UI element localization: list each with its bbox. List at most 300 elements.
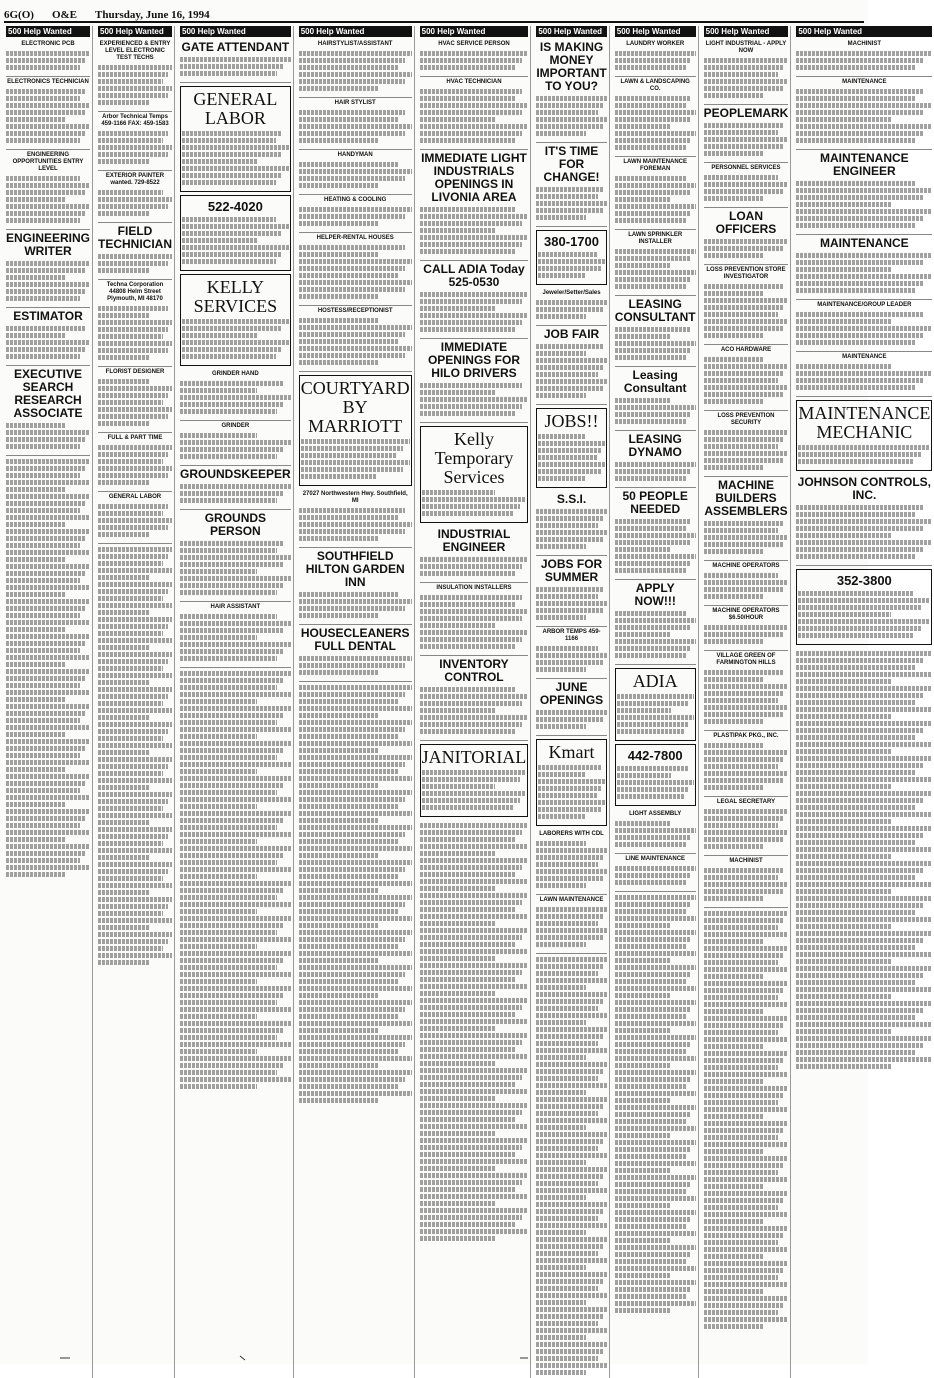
ad-body-text — [617, 691, 694, 737]
classified-ad — [536, 556, 606, 627]
ad-body-text — [798, 588, 930, 641]
ad-headline: LOAN OFFICERS — [715, 209, 777, 236]
ad-headline: MACHINE BUILDERS ASSEMBLERS — [704, 478, 788, 518]
classified-column — [702, 26, 792, 1378]
classified-ad — [536, 408, 606, 488]
ad-headline: EXECUTIVE SEARCH RESEARCH ASSOCIATE — [13, 367, 83, 420]
ad-headline: ARBOR TEMPS 459-1166 — [542, 629, 601, 642]
classified-ad — [536, 288, 606, 326]
column-filler-text — [98, 544, 172, 968]
column-header: 500 Help Wanted — [536, 26, 606, 37]
ad-headline: APPLY NOW!!! — [634, 581, 676, 608]
classified-column — [534, 26, 609, 1378]
paper-name: O&E — [51, 9, 78, 21]
column-filler-text — [704, 908, 789, 1332]
classified-column — [96, 26, 175, 1378]
classified-ad — [420, 426, 529, 523]
ad-headline: ENGINEERING WRITER — [6, 231, 91, 258]
classified-ad — [796, 400, 932, 471]
ad-headline: MACHINE OPERATORS — [712, 563, 780, 569]
ad-headline: ELECTRONIC PCB — [21, 41, 75, 47]
ad-headline: JOBS FOR SUMMER — [540, 557, 603, 584]
ad-body-text — [299, 204, 412, 229]
ad-headline: 352-3800 — [836, 573, 892, 588]
ad-body-text — [704, 281, 789, 341]
ad-body-text — [615, 459, 696, 484]
classified-ad — [180, 274, 291, 366]
ad-body-text — [615, 324, 696, 363]
classified-ad — [704, 477, 789, 561]
classified-ad — [98, 223, 172, 280]
classified-ad — [6, 230, 90, 308]
ad-body-text — [536, 707, 606, 732]
classified-ad — [299, 150, 412, 195]
ad-body-text — [299, 653, 412, 678]
ad-body-text — [615, 246, 696, 292]
ad-body-text — [615, 173, 696, 226]
classified-ad — [796, 352, 932, 397]
classified-ad — [796, 300, 932, 352]
classified-ad — [615, 230, 696, 296]
ad-headline: LIGHT ASSEMBLY — [629, 811, 682, 817]
classified-ad — [98, 280, 172, 367]
ad-headline: HAIRSTYLIST/ASSISTANT — [317, 41, 393, 47]
classified-ad — [615, 77, 696, 157]
ad-body-text — [180, 378, 291, 417]
ad-body-text — [299, 159, 412, 191]
ad-headline: MACHINIST — [847, 41, 881, 47]
classified-ad — [420, 39, 529, 77]
classified-columns — [4, 26, 931, 1356]
classified-column — [178, 26, 294, 1378]
classified-ad — [299, 489, 412, 548]
ad-body-text — [98, 187, 172, 219]
ad-body-text — [536, 184, 606, 223]
ad-body-text — [98, 376, 172, 429]
ad-headline: MAINTENANCE — [819, 236, 909, 250]
ad-body-text — [704, 427, 789, 473]
ad-body-text — [536, 93, 606, 139]
ad-headline: GRINDER — [221, 423, 250, 429]
ad-body-text — [98, 501, 172, 540]
column-filler-text — [420, 820, 529, 1244]
column-header: 500 Help Wanted — [180, 26, 291, 37]
classified-ad — [796, 235, 932, 300]
ad-headline: PEOPLEMARK — [703, 106, 789, 120]
ad-headline: Kmart — [548, 742, 595, 762]
ad-body-text — [617, 763, 694, 802]
classified-ad — [704, 345, 789, 411]
classified-ad — [180, 421, 291, 466]
ad-body-text — [615, 395, 696, 427]
classified-ad — [796, 569, 932, 645]
classified-ad — [704, 651, 789, 731]
ad-headline: HANDYMAN — [337, 152, 373, 158]
classified-ad — [98, 367, 172, 433]
classified-ad — [615, 367, 696, 431]
classified-ad — [299, 625, 412, 682]
ad-headline: S.S.I. — [556, 492, 587, 506]
classified-ad — [704, 561, 789, 606]
ad-body-text — [538, 249, 604, 281]
classified-ad — [536, 491, 606, 556]
classified-ad — [704, 411, 789, 477]
classified-ad — [536, 627, 606, 679]
ad-body-text — [796, 502, 932, 562]
ad-body-text — [299, 48, 412, 94]
ad-body-text — [98, 62, 172, 108]
ad-headline: Techna Corporation 44808 Helm Street Plymouth, MI 48170 — [106, 282, 164, 302]
classified-ad — [536, 829, 606, 895]
column-header: 500 Help Wanted — [615, 26, 696, 37]
ad-headline: JOBS!! — [544, 411, 599, 431]
classified-ad — [615, 580, 696, 665]
ad-body-text — [536, 341, 606, 401]
ad-body-text — [180, 611, 291, 664]
ad-headline: LAWN MAINTENANCE — [539, 897, 604, 903]
ad-headline: HAIR ASSISTANT — [210, 604, 261, 610]
classified-ad — [6, 308, 90, 366]
ad-body-text — [182, 214, 289, 267]
ad-headline: LAWN SPRINKLER INSTALLER — [628, 232, 683, 245]
ad-headline: ENGINEERING OPPORTUNITIES ENTRY LEVEL — [12, 152, 84, 172]
ad-headline: LEGAL SECRETARY — [716, 799, 776, 805]
classified-ad — [420, 339, 529, 423]
classified-ad — [704, 208, 789, 265]
ad-headline: 27027 Northwestern Hwy. Southfield, MI — [302, 491, 408, 504]
ad-headline: HAIR STYLIST — [334, 100, 376, 106]
classified-ad — [6, 366, 90, 456]
classified-ad — [420, 744, 529, 817]
ad-body-text — [615, 818, 696, 850]
ad-headline: CALL ADIA Today 525-0530 — [423, 262, 525, 289]
ad-headline: ACO HARDWARE — [720, 347, 772, 353]
column-header: 500 Help Wanted — [98, 26, 172, 37]
classified-ad — [704, 39, 789, 105]
ad-body-text — [420, 289, 529, 335]
ad-body-text — [704, 172, 789, 204]
ad-headline: MAINTENANCE MECHANIC — [798, 403, 931, 442]
classified-ad — [98, 112, 172, 171]
classified-ad — [180, 369, 291, 421]
column-filler-text — [6, 456, 90, 880]
ad-body-text — [98, 442, 172, 488]
ad-headline: INDUSTRIAL ENGINEER — [437, 527, 511, 554]
ad-headline: PLASTIPAK PKG., INC. — [713, 733, 779, 739]
ad-headline: IMMEDIATE LIGHT INDUSTRIALS OPENINGS IN LIVONIA AREA — [421, 151, 527, 204]
ad-body-text — [420, 684, 529, 737]
ad-headline: GROUNDS PERSON — [204, 511, 267, 538]
classified-ad — [299, 195, 412, 233]
ad-body-text — [180, 430, 291, 462]
ad-body-text — [420, 48, 529, 73]
classified-column — [297, 26, 415, 1378]
ad-body-text — [704, 354, 789, 407]
ad-body-text — [798, 442, 930, 467]
classified-ad — [536, 679, 606, 736]
classified-ad — [615, 39, 696, 77]
ad-body-text — [615, 608, 696, 661]
ad-body-text — [704, 740, 789, 793]
ad-headline: IT'S TIME FOR CHANGE! — [543, 144, 600, 184]
classified-ad — [6, 77, 90, 150]
ad-body-text — [6, 258, 90, 304]
ad-headline: PERSONNEL SERVICES — [711, 165, 781, 171]
ad-headline: JOB FAIR — [543, 327, 600, 341]
classified-ad — [704, 105, 789, 163]
ad-body-text — [615, 93, 696, 153]
column-filler-text — [796, 648, 932, 1072]
page-number: 6G(O) — [4, 9, 34, 21]
ad-headline: HOSTESS/RECEPTIONIST — [317, 308, 393, 314]
ad-headline: JOHNSON CONTROLS, INC. — [797, 475, 931, 502]
ad-headline: HVAC TECHNICIAN — [446, 79, 502, 85]
ad-headline: JANITORIAL — [421, 747, 527, 767]
ad-body-text — [180, 538, 291, 598]
ad-body-text — [98, 251, 172, 276]
classified-ad — [420, 526, 529, 583]
classified-ad — [299, 548, 412, 625]
classified-ad — [615, 668, 696, 741]
column-filler-text — [615, 892, 696, 1316]
classified-ad — [615, 431, 696, 488]
classified-ad — [704, 163, 789, 208]
ad-headline: EXTERIOR PAINTER wanted. 729-8522 — [105, 173, 165, 186]
classified-ad — [704, 606, 789, 651]
column-filler-text — [536, 954, 606, 1378]
ad-headline: GROUNDSKEEPER — [180, 467, 291, 481]
ad-headline: HELPER-RENTAL HOUSES — [316, 235, 394, 241]
classified-ad — [180, 195, 291, 271]
classified-ad — [536, 326, 606, 405]
ad-headline: JUNE OPENINGS — [539, 680, 604, 707]
ad-body-text — [704, 518, 789, 557]
ad-headline: VILLAGE GREEN OF FARMINGTON HILLS — [716, 653, 776, 666]
ad-body-text — [796, 250, 932, 296]
classified-column — [613, 26, 699, 1378]
ad-body-text — [796, 48, 932, 73]
ad-headline: GRINDER HAND — [212, 371, 259, 377]
ad-body-text — [98, 303, 172, 363]
classified-ad — [98, 492, 172, 544]
classified-column — [794, 26, 934, 1378]
ad-headline: EXPERIENCED & ENTRY LEVEL ELECTRONIC TEST TECHS — [99, 41, 171, 61]
ad-headline: MAINTENANCE — [842, 79, 887, 85]
ad-body-text — [704, 570, 789, 602]
classified-ad — [704, 265, 789, 345]
classified-ad — [536, 895, 606, 954]
classified-ad — [615, 744, 696, 806]
ad-body-text — [536, 643, 606, 675]
column-header: 500 Help Wanted — [6, 26, 90, 37]
ad-body-text — [6, 48, 90, 73]
ad-headline: COURTYARD BY MARRIOTT — [300, 378, 410, 436]
ad-body-text — [180, 54, 291, 79]
ad-headline: GATE ATTENDANT — [181, 40, 290, 54]
ad-body-text — [6, 420, 90, 452]
classified-ad — [299, 233, 412, 306]
ad-body-text — [536, 838, 606, 891]
ad-headline: LAWN MAINTENANCE FOREMAN — [623, 159, 688, 172]
ad-headline: LINE MAINTENANCE — [625, 856, 686, 862]
ad-body-text — [615, 48, 696, 73]
ad-headline: LAWN & LANDSCAPING CO. — [620, 79, 690, 92]
classified-ad — [704, 731, 789, 797]
classified-ad — [6, 150, 90, 230]
ad-headline: 50 PEOPLE NEEDED — [622, 489, 688, 516]
classified-ad — [420, 583, 529, 656]
ad-headline: MAINTENANCE/GROUP LEADER — [817, 302, 912, 308]
ad-body-text — [299, 315, 412, 368]
ad-body-text — [536, 506, 606, 552]
classified-ad — [704, 797, 789, 856]
classified-column — [418, 26, 532, 1378]
ad-headline: 380-1700 — [544, 234, 599, 249]
ad-headline: INVENTORY CONTROL — [439, 657, 509, 684]
classified-ad — [180, 39, 291, 83]
ad-body-text — [422, 767, 527, 813]
ad-body-text — [704, 667, 789, 727]
ad-headline: FLORIST DESIGNER — [105, 369, 165, 375]
ad-body-text — [536, 297, 606, 322]
ad-headline: HOUSECLEANERS FULL DENTAL — [300, 626, 410, 653]
column-filler-text — [180, 668, 291, 1092]
classified-ad — [180, 466, 291, 510]
ad-body-text — [538, 431, 604, 484]
classified-ad — [98, 171, 172, 223]
ad-headline: FULL & PART TIME — [107, 435, 163, 441]
ad-headline: Leasing Consultant — [623, 368, 687, 395]
ad-headline: LOSS PREVENTION STORE INVESTIGATOR — [706, 267, 786, 280]
ad-headline: FIELD TECHNICIAN — [98, 224, 173, 251]
ad-body-text — [420, 380, 529, 419]
ad-body-text — [6, 173, 90, 226]
ad-headline: IMMEDIATE OPENINGS FOR HILO DRIVERS — [427, 340, 520, 380]
classified-ad — [796, 39, 932, 77]
ad-headline: 522-4020 — [207, 199, 263, 214]
ad-body-text — [420, 86, 529, 146]
classified-ad — [796, 474, 932, 566]
ad-body-text — [796, 86, 932, 146]
classified-ad — [615, 296, 696, 367]
ad-body-text — [299, 242, 412, 302]
classified-ad — [536, 230, 606, 285]
classified-ad — [536, 39, 606, 143]
ad-body-text — [420, 554, 529, 579]
ad-body-text — [299, 107, 412, 146]
classified-ad — [98, 39, 172, 112]
ad-headline: MAINTENANCE ENGINEER — [819, 151, 909, 178]
classified-ad — [615, 854, 696, 892]
classified-ad — [180, 86, 291, 192]
column-header: 500 Help Wanted — [420, 26, 529, 37]
ad-body-text — [538, 762, 604, 822]
ad-body-text — [704, 55, 789, 101]
classified-ad — [180, 510, 291, 602]
classified-ad — [420, 656, 529, 741]
classified-ad — [180, 602, 291, 668]
classified-ad — [420, 77, 529, 150]
ad-body-text — [704, 865, 789, 904]
ad-headline: GENERAL LABOR — [108, 494, 162, 500]
classified-ad — [299, 306, 412, 372]
ad-body-text — [98, 128, 172, 167]
classified-ad — [299, 375, 412, 486]
classified-ad — [98, 433, 172, 492]
ad-body-text — [704, 120, 789, 159]
ad-headline: LOSS PREVENTION SECURITY — [717, 413, 775, 426]
ad-headline: LABORERS WITH CDL — [539, 831, 604, 837]
classified-ad — [420, 150, 529, 261]
classified-ad — [796, 150, 932, 235]
column-header: 500 Help Wanted — [796, 26, 932, 37]
ad-headline: LEASING CONSULTANT — [614, 297, 696, 324]
ad-body-text — [796, 178, 932, 231]
classified-ad — [536, 143, 606, 227]
ad-body-text — [704, 622, 789, 647]
ad-headline: SOUTHFIELD HILTON GARDEN INN — [305, 549, 405, 589]
ad-headline: ADIA — [632, 671, 678, 691]
classified-ad — [704, 856, 789, 908]
classified-ad — [536, 739, 606, 826]
masthead — [4, 3, 864, 23]
ad-body-text — [299, 505, 412, 544]
ad-headline: ELECTRONICS TECHNICIAN — [7, 79, 89, 85]
classified-ad — [6, 39, 90, 77]
ad-body-text — [182, 128, 289, 188]
ad-body-text — [615, 516, 696, 576]
ad-body-text — [6, 323, 90, 362]
ad-headline: LEASING DYNAMO — [628, 432, 682, 459]
classified-ad — [615, 809, 696, 854]
ad-body-text — [299, 589, 412, 621]
ad-body-text — [536, 904, 606, 950]
scan-edge-marks — [0, 1352, 868, 1364]
ad-headline: GENERAL LABOR — [193, 89, 278, 128]
classified-ad — [299, 98, 412, 150]
classified-ad — [299, 39, 412, 98]
ad-body-text — [536, 584, 606, 623]
ad-body-text — [420, 592, 529, 652]
ad-headline: KELLY SERVICES — [193, 277, 278, 316]
ad-body-text — [6, 86, 90, 146]
ad-body-text — [704, 236, 789, 261]
classified-ad — [796, 77, 932, 150]
ad-headline: HEATING & COOLING — [324, 197, 387, 203]
ad-headline: MACHINIST — [729, 858, 763, 864]
ad-headline: MACHINE OPERATORS $6.50/HOUR — [712, 608, 780, 621]
ad-headline: Arbor Technical Temps 459-1166 FAX: 459-1583 — [101, 114, 169, 127]
column-filler-text — [299, 682, 412, 1106]
ad-body-text — [422, 487, 527, 519]
ad-body-text — [704, 806, 789, 852]
ad-headline: INSULATION INSTALLERS — [436, 585, 512, 591]
classified-ad — [615, 488, 696, 580]
ad-headline: LAUNDRY WORKER — [626, 41, 685, 47]
classified-ad — [615, 157, 696, 230]
ad-body-text — [420, 204, 529, 257]
ad-headline: HVAC SERVICE PERSON — [438, 41, 510, 47]
issue-date: Thursday, June 16, 1994 — [95, 9, 210, 21]
ad-body-text — [796, 309, 932, 348]
column-header: 500 Help Wanted — [299, 26, 412, 37]
ad-headline: MAINTENANCE — [842, 354, 887, 360]
ad-headline: LIGHT INDUSTRIAL - APPLY NOW — [705, 41, 787, 54]
column-header: 500 Help Wanted — [704, 26, 789, 37]
ad-body-text — [180, 481, 291, 506]
ad-headline: Kelly Temporary Services — [434, 429, 514, 487]
ad-headline: IS MAKING MONEY IMPORTANT TO YOU? — [536, 40, 607, 93]
